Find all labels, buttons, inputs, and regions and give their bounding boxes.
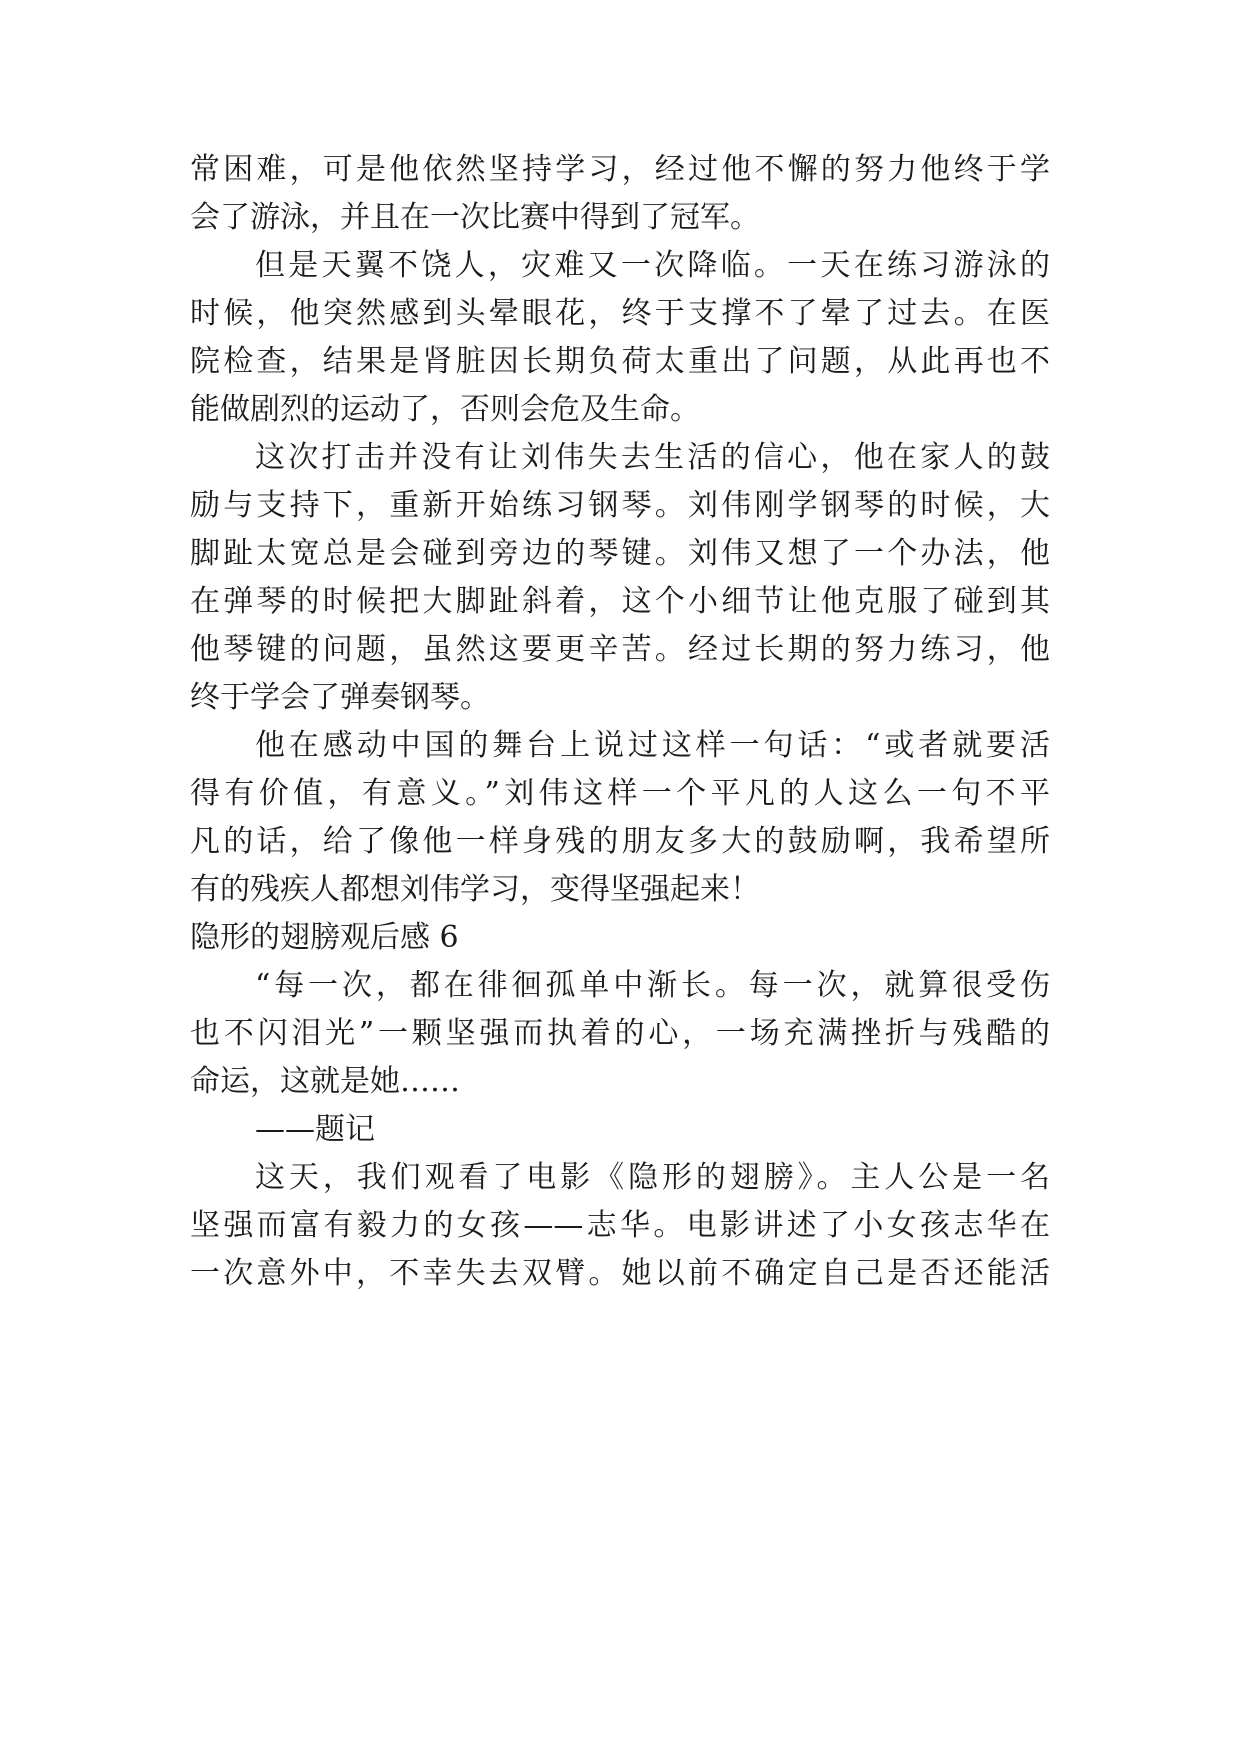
text-line: 能做剧烈的运动了，否则会危及生命。 — [190, 392, 700, 427]
text-line: 得有价值，有意义。”刘伟这样一个平凡的人这么一句不平 — [190, 776, 1050, 811]
text-line: 有的残疾人都想刘伟学习，变得坚强起来！ — [190, 872, 760, 907]
text-line: 这次打击并没有让刘伟失去生活的信心，他在家人的鼓 — [255, 440, 1050, 475]
text-line: 这天，我们观看了电影《隐形的翅膀》。主人公是一名 — [255, 1160, 1050, 1195]
text-line: 院检查，结果是肾脏因长期负荷太重出了问题，从此再也不 — [190, 344, 1050, 379]
text-line: “每一次，都在徘徊孤单中渐长。每一次，就算很受伤 — [255, 968, 1050, 1003]
text-line: 终于学会了弹奏钢琴。 — [190, 680, 490, 715]
text-line: 他在感动中国的舞台上说过这样一句话：“或者就要活 — [255, 728, 1050, 763]
text-line: 坚强而富有毅力的女孩——志华。电影讲述了小女孩志华在 — [190, 1208, 1050, 1243]
text-line: 励与支持下，重新开始练习钢琴。刘伟刚学钢琴的时候，大 — [190, 488, 1050, 523]
text-line: 但是天翼不饶人，灾难又一次降临。一天在练习游泳的 — [255, 248, 1050, 283]
text-line: 脚趾太宽总是会碰到旁边的琴键。刘伟又想了一个办法，他 — [190, 536, 1050, 571]
text-line: 会了游泳，并且在一次比赛中得到了冠军。 — [190, 200, 760, 235]
text-line: 常困难，可是他依然坚持学习，经过他不懈的努力他终于学 — [190, 152, 1050, 187]
text-line: 他琴键的问题，虽然这要更辛苦。经过长期的努力练习，他 — [190, 632, 1050, 667]
text-line: 命运，这就是她…… — [190, 1064, 460, 1099]
text-line: 在弹琴的时候把大脚趾斜着，这个小细节让他克服了碰到其 — [190, 584, 1050, 619]
text-line: 凡的话，给了像他一样身残的朋友多大的鼓励啊，我希望所 — [190, 824, 1050, 859]
text-line: 一次意外中，不幸失去双臂。她以前不确定自己是否还能活 — [190, 1256, 1050, 1291]
text-line: 时候，他突然感到头晕眼花，终于支撑不了晕了过去。在医 — [190, 296, 1050, 331]
epigraph-attribution: ——题记 — [255, 1112, 375, 1147]
text-line: 也不闪泪光”一颗坚强而执着的心，一场充满挫折与残酷的 — [190, 1016, 1050, 1051]
section-heading: 隐形的翅膀观后感 6 — [190, 920, 459, 955]
